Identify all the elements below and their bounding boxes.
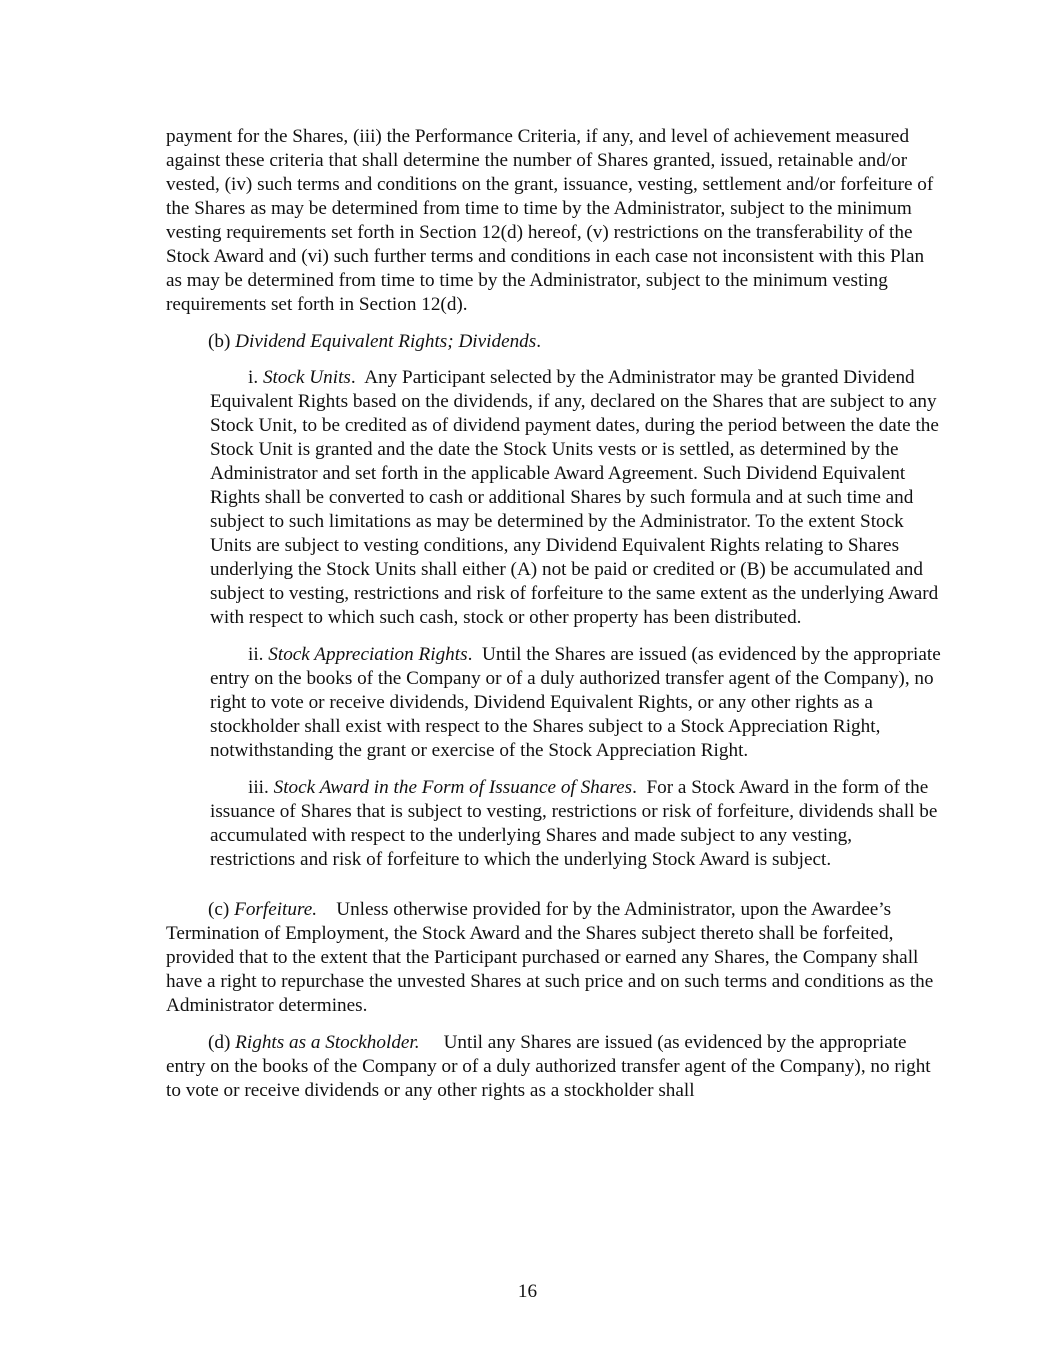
section-c-title: Forfeiture. bbox=[234, 899, 318, 920]
subsection-separator: . bbox=[350, 367, 365, 388]
subsection-marker: ii. bbox=[248, 644, 269, 665]
section-b-trailing: . bbox=[536, 331, 542, 352]
subsection-separator: . bbox=[467, 644, 482, 665]
section-b-heading bbox=[166, 330, 941, 354]
subsection-stock-award-issuance bbox=[210, 776, 941, 872]
subsection-title: Stock Units bbox=[262, 367, 351, 388]
section-c-forfeiture bbox=[166, 898, 941, 1018]
section-c-body: Unless otherwise provided for by the Administrator, upon the Awardee’s Termination of Employment, the Stock Award and the Shares subject thereto shall be forfeited, provided that to the extent that the Participant purchased or earned any Shares, the Company shall have a right to repurchase the unvested Shares at such price and on such terms and conditions as the Administrator determines. bbox=[166, 899, 934, 1016]
section-d-rights-as-stockholder bbox=[166, 1031, 941, 1103]
section-b-title: Dividend Equivalent Rights; Dividends bbox=[235, 331, 537, 352]
section-c-marker: (c) bbox=[208, 899, 235, 920]
section-c-separator bbox=[317, 899, 336, 920]
section-d-body: Until any Shares are issued (as evidenced by the appropriate entry on the books of the Company or of a duly authorized transfer agent of the Company), no right to vote or receive dividends or any other rights as a stockholder shall bbox=[166, 1032, 931, 1101]
subsection-marker: i. bbox=[248, 367, 263, 388]
section-d-marker: (d) bbox=[208, 1032, 236, 1053]
subsection-title: Stock Award in the Form of Issuance of Shares bbox=[273, 777, 633, 798]
subsection-title: Stock Appreciation Rights bbox=[268, 644, 468, 665]
subsection-stock-appreciation-rights bbox=[210, 643, 941, 763]
page-number: 16 bbox=[517, 1281, 538, 1302]
subsection-separator: . bbox=[632, 777, 647, 798]
section-d-separator bbox=[420, 1032, 444, 1053]
document-body bbox=[166, 125, 941, 1116]
subsection-body: For a Stock Award in the form of the issuance of Shares that is subject to vesting, restrictions or risk of forfeiture, dividends shall be accumulated with respect to the underlying Shares and made subject to any vesting, restrictions and risk of forfeiture to which the underlying Stock Award is subject. bbox=[210, 777, 938, 870]
subsection-stock-units bbox=[210, 366, 941, 630]
section-b-marker: (b) bbox=[208, 331, 236, 352]
intro-paragraph: payment for the Shares, (iii) the Performance Criteria, if any, and level of achievement measured against these criteria that shall determine the number of Shares granted, issued, retainable and/or vested, (iv) such terms and conditions on the grant, issuance, vesting, settlement and/or forfeiture of the Shares as may be determined from time to time by the Administrator, subject to the minimum vesting requirements set forth in Section 12(d) hereof, (v) restrictions on the transferability of the Stock Award and (vi) such further terms and conditions in each case not inconsistent with this Plan as may be determined from time to time by the Administrator, subject to the minimum vesting requirements set forth in Section 12(d). bbox=[166, 126, 934, 315]
subsection-body: Until the Shares are issued (as evidenced by the appropriate entry on the books of the Company or of a duly authorized transfer agent of the Company), no right to vote or receive dividends, Dividend Equivalent Rights, or any other rights as a stockholder shall exist with respect to the Shares subject to a Stock Appreciation Right, notwithstanding the grant or exercise of the Stock Appreciation Right. bbox=[210, 644, 941, 761]
subsection-body: Any Participant selected by the Administrator may be granted Dividend Equivalent Rights based on the dividends, if any, declared on the Shares that are subject to any Stock Unit, to be credited as of dividend payment dates, during the period between the date the Stock Unit is granted and the date the Stock Units vests or is settled, as determined by the Administrator and set forth in the applicable Award Agreement. Such Dividend Equivalent Rights shall be converted to cash or additional Shares by such formula and at such time and subject to such limitations as may be determined by the Administrator. To the extent Stock Units are subject to vesting conditions, any Dividend Equivalent Rights relating to Shares underlying the Stock Units shall either (A) not be paid or credited or (B) be accumulated and subject to vesting, restrictions and risk of forfeiture to the same extent as the underlying Award with respect to which such cash, stock or other property has been distributed. bbox=[210, 367, 939, 628]
subsection-marker: iii. bbox=[248, 777, 274, 798]
section-d-title: Rights as a Stockholder. bbox=[235, 1032, 420, 1053]
